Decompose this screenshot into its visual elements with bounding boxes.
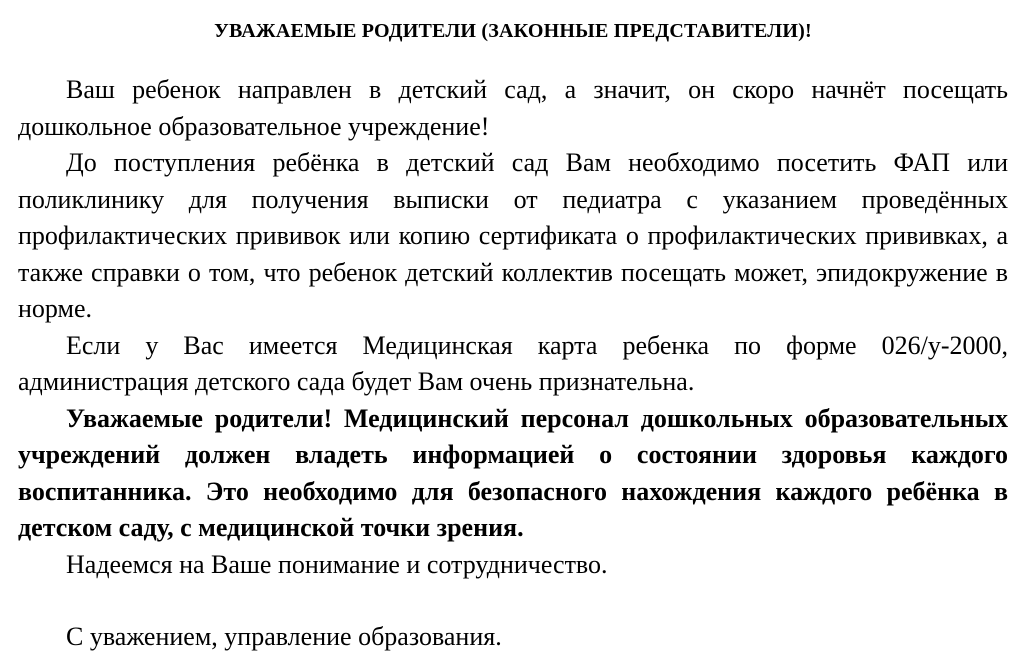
paragraph-spacer bbox=[18, 583, 1008, 619]
document-title: УВАЖАЕМЫЕ РОДИТЕЛИ (ЗАКОННЫЕ ПРЕДСТАВИТЕЛИ)! bbox=[214, 20, 812, 42]
closing-signature: С уважением, управление образования. bbox=[66, 622, 502, 651]
paragraph-important-notice: Уважаемые родители! Медицинский персонал дошкольных образовательных учреждений должен владеть информацией о состоянии здоровья каждого воспитанника. Это необходимо для безопасного нахождения каждого ребёнка в детском саду, с медицинской точки зрения. bbox=[18, 403, 1008, 542]
paragraph-medical-documents: До поступления ребёнка в детский сад Вам необходимо посетить ФАП или поликлинику для получения выписки от педиатра с указанием проведённых профилактических прививок или копию сертификата о профилактических прививках, а также справки о том, что ребенок детский коллектив посещать может, эпидокружение в норме. bbox=[18, 148, 1008, 323]
paragraph-kindergarten-referral: Ваш ребенок направлен в детский сад, а значит, он скоро начнёт посещать дошкольное образовательное учреждение! bbox=[18, 75, 1008, 141]
paragraph-medical-card: Если у Вас имеется Медицинская карта ребенка по форме 026/у-2000, администрация детского сада будет Вам очень признательна. bbox=[18, 330, 1008, 396]
document-body bbox=[18, 72, 1008, 656]
paragraph-understanding: Надеемся на Ваше понимание и сотрудничество. bbox=[66, 549, 608, 579]
